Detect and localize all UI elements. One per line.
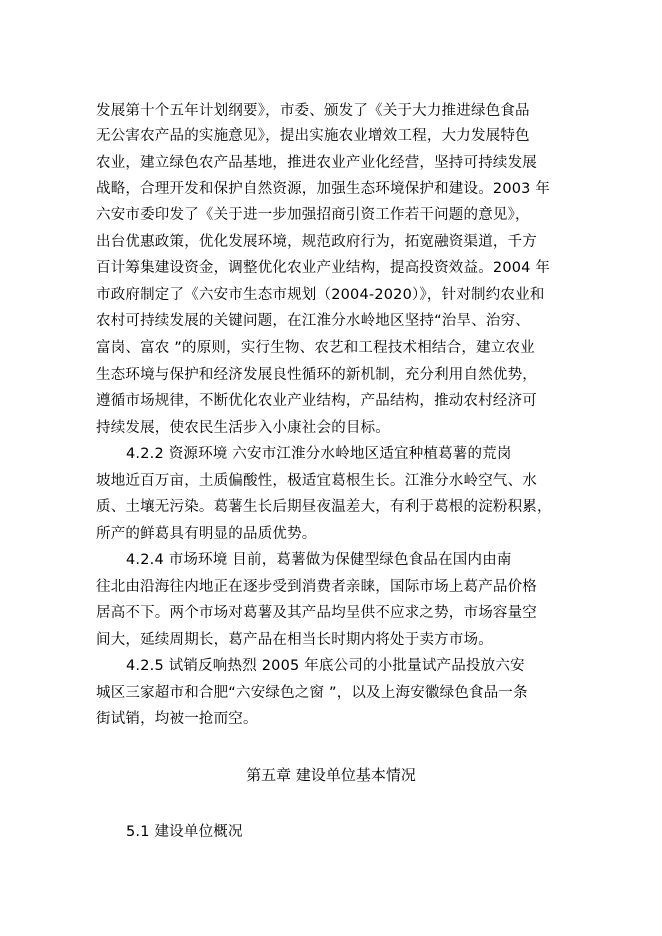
text-line: 4.2.2 资源环境 六安市江淮分水岭地区适宜种植葛薯的荒岗 <box>126 446 512 462</box>
text-line: 持续发展，使农民生活步入小康社会的目标。 <box>96 420 390 436</box>
section-heading: 5.1 建设单位概况 <box>126 824 243 840</box>
chapter-heading: 第五章 建设单位基本情况 <box>246 766 416 784</box>
text-line: 居高不下。两个市场对葛薯及其产品均呈供不应求之势，市场容量空 <box>96 605 537 621</box>
text-line: 农村可持续发展的关键问题，在江淮分水岭地区坚持“治旱、治穷、 <box>96 313 531 329</box>
text-line: 4.2.5 试销反响热烈 2005 年底公司的小批量试产品投放六安 <box>126 658 525 674</box>
text-line: 无公害农产品的实施意见》，提出实施农业增效工程，大力发展特色 <box>96 128 530 144</box>
text-line: 市政府制定了《六安市生态市规划（2004-2020）》，针对制约农业和 <box>96 287 545 303</box>
text-line: 往北由沿海往内地正在逐步受到消费者亲睐，国际市场上葛产品价格 <box>96 579 537 595</box>
text-line: 六安市委印发了《关于进一步加强招商引资工作若干问题的意见》， <box>96 207 530 223</box>
text-line: 城区三家超市和合肥“六安绿色之窗 ”，以及上海安徽绿色食品一条 <box>96 685 528 701</box>
text-line: 富岗、富农 ”的原则，实行生物、农艺和工程技术相结合，建立农业 <box>96 340 535 356</box>
text-line: 出台优惠政策，优化发展环境，规范政府行为，拓宽融资渠道，千方 <box>96 234 537 250</box>
text-line: 街试销，均被一抢而空。 <box>96 711 258 727</box>
text-line: 间大，延续周期长，葛产品在相当长时期内将处于卖方市场。 <box>96 632 493 648</box>
text-line: 质、土壤无污染。葛薯生长后期昼夜温差大，有利于葛根的淀粉积累， <box>96 499 552 515</box>
text-line: 4.2.4 市场环境 目前，葛薯做为保健型绿色食品在国内由南 <box>126 552 512 568</box>
text-line: 生态环境与保护和经济发展良性循环的新机制，充分利用自然优势， <box>96 367 537 383</box>
text-line: 战略，合理开发和保护自然资源，加强生态环境保护和建设。2003 年 <box>96 181 551 197</box>
text-line: 百计筹集建设资金，调整优化农业产业结构，提高投资效益。2004 年 <box>96 260 551 276</box>
text-line: 遵循市场规律，不断优化农业产业结构，产品结构，推动农村经济可 <box>96 393 537 409</box>
text-line: 坡地近百万亩，土质偏酸性，极适宜葛根生长。江淮分水岭空气、水 <box>96 473 537 489</box>
text-line: 所产的鲜葛具有明显的品质优势。 <box>96 526 317 542</box>
text-line: 发展第十个五年计划纲要》，市委、颁发了《关于大力推进绿色食品 <box>96 103 530 119</box>
text-line: 农业，建立绿色农产品基地，推进农业产业化经营，坚持可持续发展 <box>96 155 537 171</box>
